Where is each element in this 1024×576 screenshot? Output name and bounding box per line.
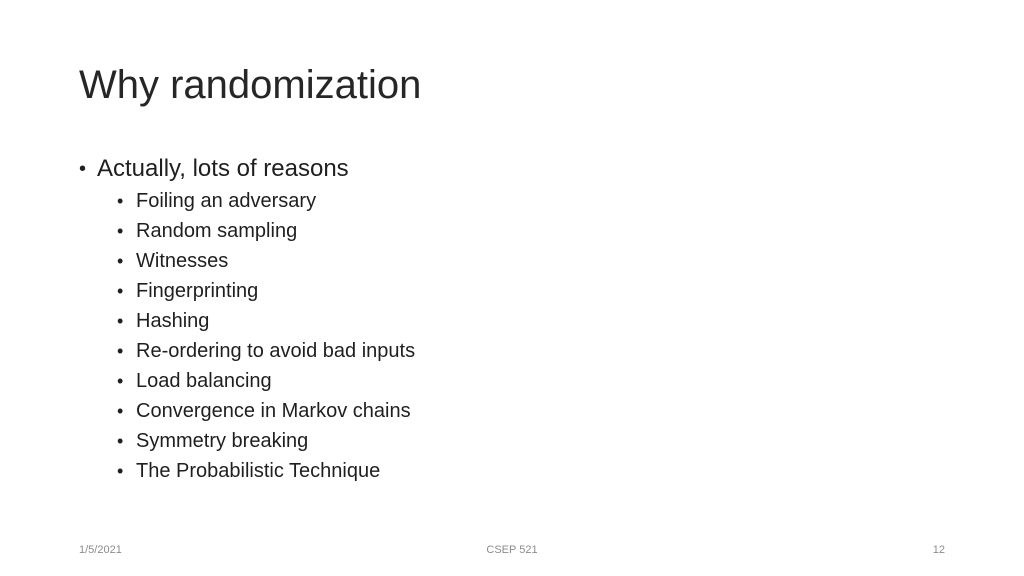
bullet-dot-icon: •: [117, 191, 124, 211]
list-item: [117, 306, 415, 336]
footer-page-number: 12: [932, 544, 945, 556]
bullet-dot-icon: •: [117, 281, 124, 301]
bullet-dot-icon: •: [117, 431, 124, 451]
sub-item-text: Witnesses: [136, 250, 229, 272]
sub-item-text: Fingerprinting: [136, 280, 259, 302]
list-item: [117, 186, 415, 216]
list-item: [117, 396, 415, 426]
sub-item-text: Re-ordering to avoid bad inputs: [136, 340, 416, 362]
bullet-dot-icon: •: [79, 158, 87, 180]
list-item: [117, 216, 415, 246]
slide-title: Why randomization: [79, 63, 422, 107]
bullet-dot-icon: •: [117, 221, 124, 241]
bullet-dot-icon: •: [117, 251, 124, 271]
main-bullet-text: Actually, lots of reasons: [97, 155, 349, 182]
bullet-dot-icon: •: [117, 341, 124, 361]
footer-course: CSEP 521: [486, 544, 538, 556]
sub-bullet-list: [79, 186, 415, 486]
sub-item-text: Hashing: [136, 310, 210, 332]
list-item: [117, 336, 415, 366]
bullet-dot-icon: •: [117, 311, 124, 331]
sub-item-text: The Probabilistic Technique: [136, 460, 381, 482]
list-item: [117, 276, 415, 306]
bullet-dot-icon: •: [117, 401, 124, 421]
list-item-main: [79, 154, 415, 486]
list-item: [117, 456, 415, 486]
list-item: [117, 246, 415, 276]
sub-item-text: Foiling an adversary: [136, 190, 317, 212]
sub-item-text: Random sampling: [136, 220, 298, 242]
sub-item-text: Convergence in Markov chains: [136, 400, 411, 422]
bullet-dot-icon: •: [117, 371, 124, 391]
list-item: [117, 366, 415, 396]
bullet-list: [79, 154, 415, 486]
sub-item-text: Load balancing: [136, 370, 272, 392]
sub-item-text: Symmetry breaking: [136, 430, 309, 452]
footer-date: 1/5/2021: [79, 544, 122, 556]
bullet-dot-icon: •: [117, 461, 124, 481]
list-item: [117, 426, 415, 456]
